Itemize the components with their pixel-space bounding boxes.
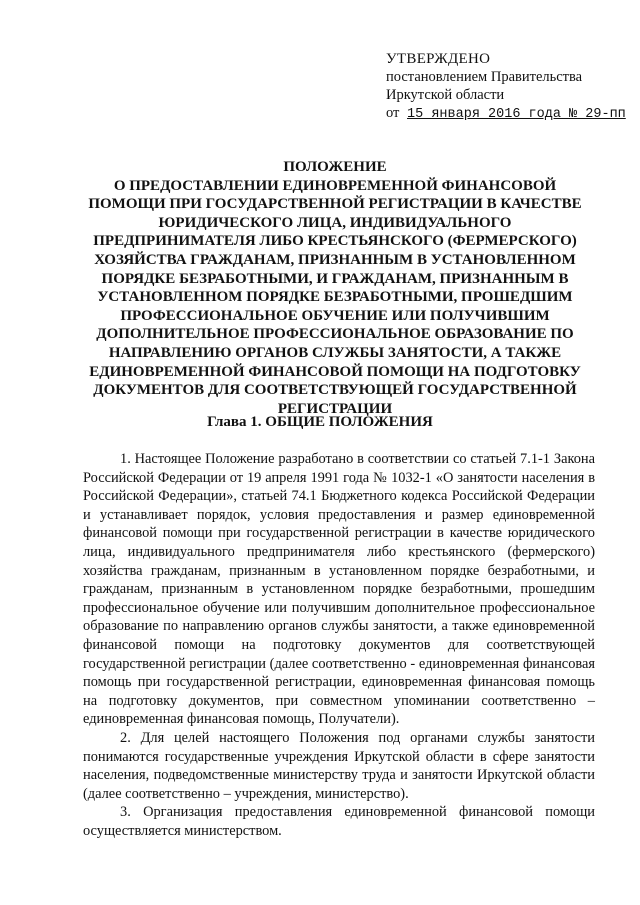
title-line: ХОЗЯЙСТВА ГРАЖДАНАМ, ПРИЗНАННЫМ В УСТАНОВЛЕННОМ [94, 251, 576, 268]
title-line: УСТАНОВЛЕННОМ ПОРЯДКЕ БЕЗРАБОТНЫМИ, ПРОШЕДШИМ [97, 289, 573, 306]
title-line: ДОПОЛНИТЕЛЬНОЕ ПРОФЕССИОНАЛЬНОЕ ОБРАЗОВАНИЕ ПО [96, 326, 574, 343]
title-line: О ПРЕДОСТАВЛЕНИИ ЕДИНОВРЕМЕННОЙ ФИНАНСОВОЙ [113, 177, 557, 194]
approval-date-line [386, 104, 636, 124]
title-line: ПРЕДПРИНИМАТЕЛЯ ЛИБО КРЕСТЬЯНСКОГО (ФЕРМЕРСКОГО) [93, 233, 577, 250]
document-body [83, 450, 595, 840]
approval-line-1: постановлением Правительства [386, 69, 583, 85]
title-line: ПОЛОЖЕНИЕ [283, 159, 387, 175]
approval-heading: УТВЕРЖДЕНО [386, 51, 491, 67]
approval-line-2: Иркутской области [386, 87, 505, 103]
title-line: ДОКУМЕНТОВ ДЛЯ СООТВЕТСТВУЮЩЕЙ ГОСУДАРСТВЕННОЙ [93, 382, 577, 399]
title-line: ПРОФЕССИОНАЛЬНОЕ ОБУЧЕНИЕ ИЛИ ПОЛУЧИВШИМ [120, 307, 550, 324]
title-line: ПОРЯДКЕ БЕЗРАБОТНЫМИ, И ГРАЖДАНАМ, ПРИЗНАННЫМ В [101, 270, 569, 287]
approval-date-prefix: от [386, 105, 400, 121]
paragraph-1: 1. Настоящее Положение разработано в соответствии со статьей 7.1-1 Закона Российской Федерации от 19 апреля 1991 года № 1032-1 «О занятости населения в Российской Федерации», статьей 74.1 Бюджетного кодекса Российской Федерации и устанавливает порядок, условия предоставления и размер единовременной финансовой помощи при государственной регистрации в качестве юридического лица, индивидуального предпринимателя либо крестьянского (фермерского) хозяйства гражданам, признанным в установленном порядке безработными, и гражданам, признанным в установленном порядке безработными, прошедшим профессиональное обучение или получившим дополнительное профессиональное образование по направлению органов службы занятости, а также единовременной финансовой помощи на подготовку документов для соответствующей государственной регистрации (далее соответственно - единовременная финансовая помощь при государственной регистрации, единовременная финансовая помощь на подготовку документов, при совместном упоминании соответственно – единовременная финансовая помощь, Получатели). [83, 451, 595, 728]
paragraph-3: 3. Организация предоставления единовременной финансовой помощи осуществляется министерством. [83, 804, 595, 839]
chapter-heading: Глава 1. ОБЩИЕ ПОЛОЖЕНИЯ [207, 414, 433, 430]
title-line: ЮРИДИЧЕСКОГО ЛИЦА, ИНДИВИДУАЛЬНОГО [158, 214, 512, 231]
title-line: ПОМОЩИ ПРИ ГОСУДАРСТВЕННОЙ РЕГИСТРАЦИИ В КАЧЕСТВЕ [88, 196, 582, 213]
title-line: НАПРАВЛЕНИЮ ОРГАНОВ СЛУЖБЫ ЗАНЯТОСТИ, А ТАКЖЕ [108, 344, 562, 361]
approval-stamp [386, 50, 636, 124]
title-line: РЕГИСТРАЦИИ [277, 400, 393, 417]
title-line: ЕДИНОВРЕМЕННОЙ ФИНАНСОВОЙ ПОМОЩИ НА ПОДГОТОВКУ [89, 363, 581, 380]
document-title [70, 158, 600, 418]
approval-date-value: 15 января 2016 года № 29-пп [407, 107, 626, 122]
paragraph-2: 2. Для целей настоящего Положения под органами службы занятости понимаются государственные учреждения Иркутской области в сфере занятости населения, подведомственные министерству труда и занятости Иркутской области (далее соответственно – учреждения, министерство). [83, 729, 595, 802]
